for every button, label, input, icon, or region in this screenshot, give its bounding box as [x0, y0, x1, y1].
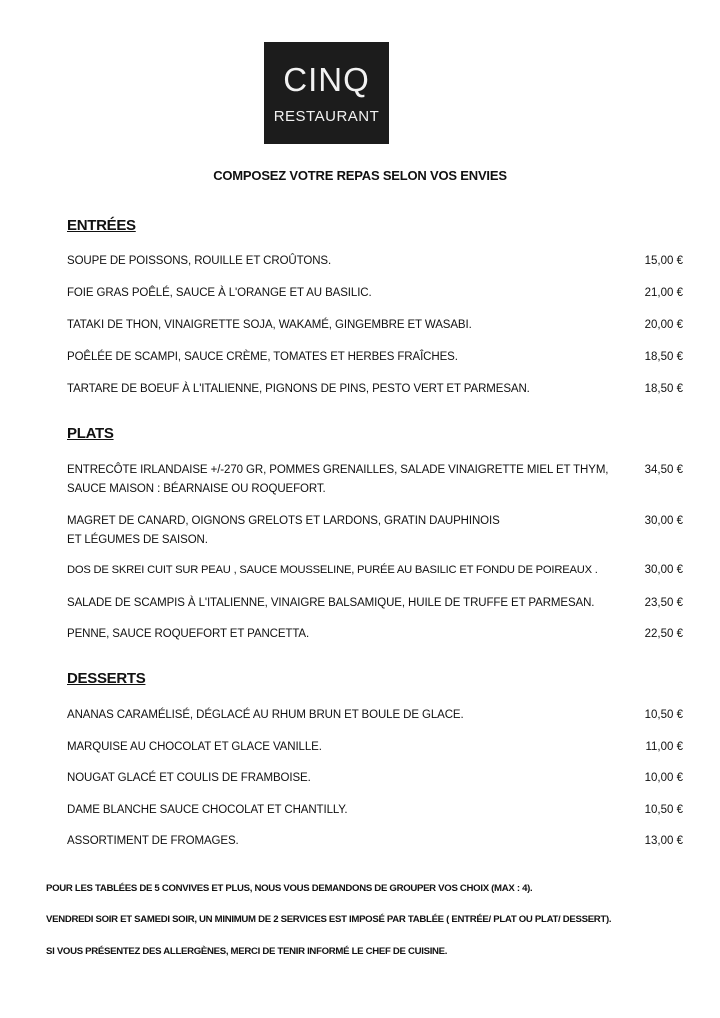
menu-item-name: DOS DE SKREI CUIT SUR PEAU , SAUCE MOUSSELINE, PURÉE AU BASILIC ET FONDU DE POIREAUX . — [67, 564, 598, 576]
menu-item-price: 21,00 € — [644, 287, 683, 299]
menu-item-name: MARQUISE AU CHOCOLAT ET GLACE VANILLE. — [67, 741, 322, 753]
group-order-note: POUR LES TABLÉES DE 5 CONVIVES ET PLUS, NOUS VOUS DEMANDONS DE GROUPER VOS CHOIX (MAX : 4). — [46, 883, 533, 894]
menu-item-name: SALADE DE SCAMPIS À L'ITALIENNE, VINAIGRE BALSAMIQUE, HUILE DE TRUFFE ET PARMESAN. — [67, 597, 595, 609]
menu-item-price: 18,50 € — [644, 351, 683, 363]
menu-item-name: TATAKI DE THON, VINAIGRETTE SOJA, WAKAMÉ, GINGEMBRE ET WASABI. — [67, 319, 472, 331]
menu-item-name: SOUPE DE POISSONS, ROUILLE ET CROÛTONS. — [67, 255, 332, 267]
menu-item-price: 11,00 € — [645, 741, 683, 753]
menu-item-name: DAME BLANCHE SAUCE CHOCOLAT ET CHANTILLY. — [67, 804, 348, 816]
menu-item-price: 15,00 € — [644, 255, 683, 267]
menu-item-name: PENNE, SAUCE ROQUEFORT ET PANCETTA. — [67, 628, 310, 640]
menu-item-price: 10,00 € — [644, 772, 683, 784]
section-title-entrees: ENTRÉES — [67, 217, 136, 234]
menu-item-price: 23,50 € — [644, 597, 683, 609]
menu-item-price: 18,50 € — [644, 383, 683, 395]
menu-item-price: 13,00 € — [644, 835, 683, 847]
restaurant-logo — [264, 42, 389, 144]
section-title-desserts: DESSERTS — [67, 670, 146, 687]
menu-item-price: 22,50 € — [644, 628, 683, 640]
weekend-minimum-note: VENDREDI SOIR ET SAMEDI SOIR, UN MINIMUM DE 2 SERVICES EST IMPOSÉ PAR TABLÉE ( ENTRÉE/ PLAT OU PLAT/ DESSERT). — [46, 914, 612, 925]
menu-item-price: 10,50 € — [644, 804, 683, 816]
menu-item-name: ASSORTIMENT DE FROMAGES. — [67, 835, 239, 847]
logo-subtitle: RESTAURANT — [273, 108, 380, 125]
menu-item-price: 30,00 € — [644, 515, 683, 527]
menu-item-price: 34,50 € — [644, 464, 683, 476]
section-title-plats: PLATS — [67, 425, 114, 442]
menu-item-name: TARTARE DE BOEUF À L'ITALIENNE, PIGNONS DE PINS, PESTO VERT ET PARMESAN. — [67, 383, 530, 395]
menu-item-name: NOUGAT GLACÉ ET COULIS DE FRAMBOISE. — [67, 772, 311, 784]
logo-name: CINQ — [283, 61, 370, 98]
menu-item-name: ENTRECÔTE IRLANDAISE +/-270 GR, POMMES GRENAILLES, SALADE VINAIGRETTE MIEL ET THYM, SAUCE MAISON : BÉARNAISE OU ROQUEFORT. — [67, 464, 609, 495]
allergen-note: SI VOUS PRÉSENTEZ DES ALLERGÈNES, MERCI DE TENIR INFORMÉ LE CHEF DE CUISINE. — [46, 946, 448, 957]
menu-item-name: MAGRET DE CANARD, OIGNONS GRELOTS ET LARDONS, GRATIN DAUPHINOIS ET LÉGUMES DE SAISON. — [67, 515, 500, 546]
menu-item-name: FOIE GRAS POÊLÉ, SAUCE À L'ORANGE ET AU BASILIC. — [67, 287, 372, 299]
menu-item-name: ANANAS CARAMÉLISÉ, DÉGLACÉ AU RHUM BRUN ET BOULE DE GLACE. — [67, 709, 464, 721]
menu-item-price: 30,00 € — [644, 564, 683, 576]
menu-item-price: 20,00 € — [644, 319, 683, 331]
menu-item-name: POÊLÉE DE SCAMPI, SAUCE CRÈME, TOMATES ET HERBES FRAÎCHES. — [67, 351, 458, 363]
menu-item-price: 10,50 € — [644, 709, 683, 721]
menu-headline: COMPOSEZ VOTRE REPAS SELON VOS ENVIES — [213, 168, 507, 183]
